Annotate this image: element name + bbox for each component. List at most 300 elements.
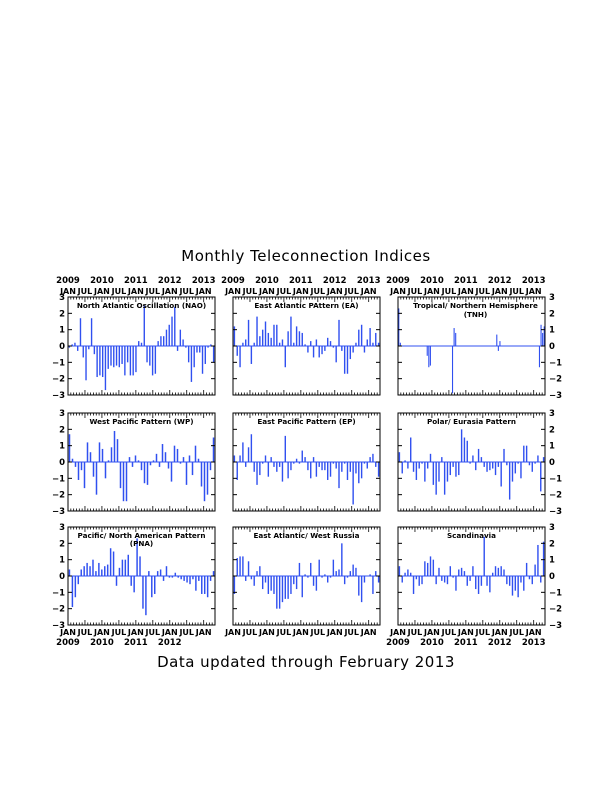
bar	[234, 576, 235, 594]
bar	[444, 462, 445, 495]
bar	[245, 462, 246, 467]
y-tick-label: 2	[549, 425, 555, 436]
y-tick-label: 1	[549, 325, 555, 336]
bar	[435, 576, 436, 584]
bar	[268, 576, 269, 594]
x-month-label: JAN	[457, 628, 474, 637]
bar	[299, 563, 300, 576]
bar	[256, 571, 257, 576]
bar	[407, 569, 408, 576]
x-month-label: JUL	[310, 287, 326, 296]
bar	[378, 576, 379, 583]
x-year-label: 2011	[454, 638, 478, 648]
bar	[83, 346, 84, 357]
bar	[424, 462, 425, 482]
bar	[319, 462, 320, 467]
bar	[452, 346, 453, 393]
y-tick-label: −3	[549, 507, 563, 517]
bar	[204, 576, 205, 594]
bar	[155, 346, 156, 374]
x-month-label: JAN	[127, 287, 144, 296]
bar	[110, 548, 111, 576]
y-tick-label: 3	[59, 409, 65, 419]
bar	[419, 462, 420, 469]
bar	[144, 305, 145, 346]
bar	[93, 462, 95, 477]
bar	[424, 561, 425, 576]
bar	[341, 462, 342, 472]
bar	[523, 446, 524, 462]
x-month-label: JAN	[491, 287, 508, 296]
bar	[273, 462, 274, 467]
x-month-label: JUL	[179, 628, 195, 637]
bar	[498, 568, 499, 576]
bar	[364, 576, 365, 583]
bar	[302, 576, 303, 597]
bar	[517, 576, 518, 597]
bar	[270, 338, 271, 346]
x-year-label: 2012	[157, 276, 182, 286]
x-month-label: JUL	[242, 628, 258, 637]
y-tick-label: −1	[549, 358, 563, 369]
bar	[183, 457, 185, 462]
bar	[127, 346, 128, 362]
bar	[201, 462, 203, 487]
bar	[279, 576, 280, 609]
bar	[452, 462, 453, 467]
y-tick-label: −2	[549, 490, 563, 501]
bar	[287, 462, 288, 478]
bar	[166, 330, 167, 346]
bar	[138, 341, 139, 346]
bar	[69, 434, 71, 462]
x-year-label: 2012	[322, 276, 347, 286]
y-tick-label: 3	[59, 293, 65, 303]
bar	[285, 576, 286, 599]
bar	[541, 325, 542, 346]
bar	[458, 462, 459, 475]
bar	[168, 462, 170, 469]
bar	[520, 576, 521, 583]
bar	[523, 576, 524, 591]
bar	[375, 333, 376, 346]
x-month-label: JAN	[360, 287, 377, 296]
panel-title: Tropical/ Northern Hemisphere	[413, 301, 538, 310]
bar	[75, 576, 76, 597]
bar	[124, 346, 125, 375]
bar	[248, 320, 249, 346]
bar	[416, 462, 417, 480]
bar	[242, 442, 243, 462]
y-tick-label: 0	[59, 458, 65, 468]
bar	[128, 555, 129, 576]
bar	[188, 346, 189, 362]
bar	[105, 346, 106, 390]
bar	[399, 452, 400, 462]
y-tick-label: −3	[51, 507, 65, 517]
bar	[475, 576, 476, 589]
bar	[78, 462, 80, 480]
bar	[113, 346, 114, 367]
bar	[282, 462, 283, 482]
bar	[469, 576, 470, 581]
bar	[256, 462, 257, 485]
bar	[213, 346, 214, 362]
bar	[330, 341, 331, 346]
bar	[86, 563, 87, 576]
bar	[287, 331, 288, 346]
x-month-label: JUL	[441, 628, 457, 637]
bar	[160, 336, 161, 346]
y-tick-label: −2	[51, 490, 65, 501]
bar	[104, 566, 105, 576]
x-month-label: JAN	[93, 628, 110, 637]
bar	[201, 576, 202, 594]
bar	[526, 446, 527, 462]
bar	[87, 442, 89, 462]
bar	[489, 462, 490, 470]
x-month-label: JUL	[242, 287, 258, 296]
y-tick-label: 3	[549, 293, 555, 303]
bar	[447, 576, 448, 584]
bar	[182, 339, 183, 346]
bar	[279, 462, 280, 467]
bar	[259, 566, 260, 576]
bar	[512, 576, 513, 596]
bar	[99, 442, 101, 462]
bar	[147, 462, 149, 485]
bar	[341, 543, 342, 576]
bar	[335, 346, 336, 362]
y-tick-label: 3	[549, 523, 555, 533]
x-year-label: 2012	[157, 638, 182, 648]
bar	[75, 462, 77, 467]
bar	[77, 346, 78, 351]
bar	[207, 576, 208, 597]
bar	[467, 441, 468, 462]
bar	[307, 462, 308, 470]
bar	[116, 576, 117, 586]
bar	[195, 446, 197, 462]
bar	[327, 462, 328, 480]
bar	[467, 576, 468, 586]
bar	[148, 571, 149, 576]
x-month-label: JAN	[292, 628, 309, 637]
bar	[251, 434, 252, 462]
bar	[438, 462, 439, 482]
bar	[499, 341, 500, 346]
bar	[95, 571, 96, 576]
bar	[475, 462, 476, 470]
bar	[273, 576, 274, 594]
bar	[282, 339, 283, 346]
bar	[500, 462, 501, 487]
bar	[461, 429, 462, 462]
bar	[259, 462, 260, 475]
y-tick-label: 0	[549, 342, 555, 352]
bar	[110, 346, 111, 366]
bar	[355, 462, 356, 473]
panel-6	[398, 409, 562, 517]
bar	[177, 449, 179, 462]
x-month-label: JUL	[475, 628, 491, 637]
panel-title-cont: (PNA)	[129, 539, 154, 548]
bar	[347, 462, 348, 480]
bar	[543, 457, 544, 462]
bar	[455, 462, 456, 477]
bar	[307, 346, 308, 353]
bar	[503, 569, 504, 576]
bar	[413, 462, 414, 472]
bar	[83, 566, 84, 576]
bar	[145, 576, 146, 615]
bar	[254, 462, 255, 472]
x-month-label: JUL	[276, 287, 292, 296]
bar	[375, 571, 376, 576]
x-year-label: 2009	[221, 276, 245, 286]
y-tick-label: −2	[549, 374, 563, 385]
bar	[361, 576, 362, 602]
bar	[496, 335, 497, 346]
y-tick-label: 2	[59, 425, 65, 436]
bar	[85, 346, 86, 380]
x-year-label: 2011	[124, 638, 148, 648]
panel-title: East Atlantic/ West Russia	[253, 531, 360, 540]
x-month-label: JAN	[93, 287, 110, 296]
y-tick-label: 2	[549, 539, 555, 550]
bar	[433, 560, 434, 576]
bar	[352, 346, 353, 353]
bar	[352, 462, 353, 504]
y-tick-label: −3	[549, 391, 563, 401]
x-month-label: JAN	[390, 287, 406, 296]
bar	[149, 346, 150, 366]
y-tick-label: −3	[549, 621, 563, 631]
bar	[310, 563, 311, 576]
y-tick-label: 2	[59, 539, 65, 550]
bar	[180, 330, 181, 346]
panel-3	[386, 276, 562, 401]
bar	[430, 556, 431, 576]
bar	[327, 338, 328, 346]
bar	[296, 576, 297, 589]
bar	[69, 569, 70, 576]
x-month-label: JUL	[111, 628, 127, 637]
panel-title: East Atlantic PAttern (EA)	[254, 301, 359, 310]
bar	[486, 576, 487, 586]
y-tick-label: 1	[549, 555, 555, 566]
y-tick-label: −1	[51, 588, 65, 599]
x-year-label: 2013	[356, 276, 381, 286]
bar	[361, 325, 362, 346]
y-tick-label: −2	[51, 604, 65, 615]
x-month-label: JUL	[441, 287, 457, 296]
bar	[114, 431, 116, 462]
bar	[540, 576, 541, 583]
bar	[141, 462, 143, 470]
bar	[256, 317, 257, 346]
bar	[120, 462, 122, 488]
bar	[310, 462, 311, 478]
bar	[191, 346, 192, 382]
bar	[464, 571, 465, 576]
bar	[358, 576, 359, 596]
x-month-label: JAN	[360, 628, 377, 637]
y-tick-label: −3	[51, 621, 65, 631]
y-tick-label: 1	[59, 441, 65, 452]
panel-title: Pacific/ North American Pattern	[77, 531, 206, 540]
bar	[139, 556, 140, 576]
x-month-label: JAN	[258, 287, 275, 296]
bar	[126, 462, 128, 501]
bar	[265, 322, 266, 347]
bar	[435, 462, 436, 495]
bar	[352, 565, 353, 576]
x-month-label: JAN	[258, 628, 275, 637]
bar	[478, 576, 479, 594]
bar	[402, 462, 403, 473]
bar	[372, 454, 373, 462]
bar	[268, 462, 269, 477]
bar	[344, 576, 345, 584]
panel-title-cont: (TNH)	[463, 310, 488, 319]
bar	[92, 560, 93, 576]
bar	[202, 346, 203, 374]
bar	[171, 462, 173, 482]
bar	[80, 318, 81, 346]
bar	[259, 336, 260, 346]
y-tick-label: −3	[51, 391, 65, 401]
bar	[194, 346, 195, 367]
bar	[498, 346, 499, 351]
bar	[364, 346, 365, 353]
panel-8	[224, 527, 380, 637]
bar	[338, 320, 339, 346]
bar	[198, 576, 199, 581]
bar	[495, 462, 496, 475]
bar	[304, 457, 305, 462]
bar	[526, 563, 527, 576]
bar	[276, 462, 277, 472]
x-year-label: 2010	[420, 638, 444, 648]
x-month-label: JAN	[423, 628, 440, 637]
bar	[162, 444, 164, 462]
bar	[144, 462, 146, 483]
bar	[116, 346, 117, 366]
x-month-label: JUL	[407, 287, 423, 296]
bar	[123, 462, 125, 501]
x-month-label: JUL	[407, 628, 423, 637]
bar	[157, 341, 158, 346]
panel-title: West Pacific Pattern (WP)	[89, 417, 194, 426]
x-month-label: JUL	[276, 628, 292, 637]
bar	[540, 462, 541, 491]
bar	[464, 438, 465, 463]
y-tick-label: 1	[59, 555, 65, 566]
bar	[121, 346, 122, 364]
bar	[358, 330, 359, 346]
bar	[537, 455, 538, 462]
bar	[430, 454, 431, 462]
x-month-label: JUL	[179, 287, 195, 296]
panel-title: North Atlantic Oscillation (NAO)	[76, 301, 207, 310]
bar	[402, 576, 403, 583]
bar	[186, 462, 188, 485]
bar	[447, 462, 448, 482]
x-month-label: JAN	[292, 287, 309, 296]
x-year-label: 2012	[487, 638, 512, 648]
bar	[251, 346, 252, 364]
bar	[427, 346, 428, 356]
bar	[313, 576, 314, 586]
bar	[285, 436, 286, 462]
bar	[130, 576, 131, 586]
bar	[119, 568, 120, 576]
bar	[369, 328, 370, 346]
x-year-label: 2010	[90, 638, 114, 648]
bar	[302, 333, 303, 346]
bar	[427, 563, 428, 576]
bar	[450, 462, 451, 475]
bar	[186, 576, 187, 583]
bar	[313, 457, 314, 462]
x-month-label: JAN	[195, 628, 212, 637]
bar	[239, 556, 240, 576]
x-year-label: 2013	[191, 276, 216, 286]
bar	[156, 454, 158, 462]
bar	[344, 346, 345, 374]
x-year-label: 2009	[386, 276, 410, 286]
bar	[472, 455, 473, 462]
bar	[503, 449, 504, 462]
y-tick-label: 3	[549, 409, 555, 419]
bar	[506, 576, 507, 584]
bar	[321, 462, 322, 470]
bar	[534, 565, 535, 576]
bar	[213, 571, 214, 576]
bar	[152, 346, 153, 375]
x-month-label: JAN	[525, 628, 542, 637]
bar	[132, 346, 133, 375]
bar	[169, 325, 170, 346]
bar	[509, 576, 510, 586]
bar	[290, 462, 291, 470]
bar	[375, 462, 376, 467]
bar	[102, 449, 104, 462]
bar	[270, 457, 271, 462]
panel-7	[52, 523, 215, 648]
bar	[142, 576, 143, 609]
bar	[410, 438, 411, 463]
x-year-label: 2011	[289, 276, 313, 286]
bar	[96, 462, 98, 495]
bar	[335, 571, 336, 576]
x-year-label: 2013	[521, 638, 546, 648]
bar	[481, 457, 482, 462]
panel-9	[386, 523, 562, 648]
bar	[430, 346, 431, 366]
bar	[455, 576, 456, 591]
x-month-label: JUL	[310, 628, 326, 637]
bar	[248, 561, 249, 576]
bar	[455, 333, 456, 346]
bar	[458, 569, 459, 576]
bar	[484, 462, 485, 467]
bar	[245, 339, 246, 346]
bar	[96, 346, 97, 377]
x-month-label: JUL	[77, 628, 93, 637]
footer-note: Data updated through February 2013	[157, 653, 455, 671]
